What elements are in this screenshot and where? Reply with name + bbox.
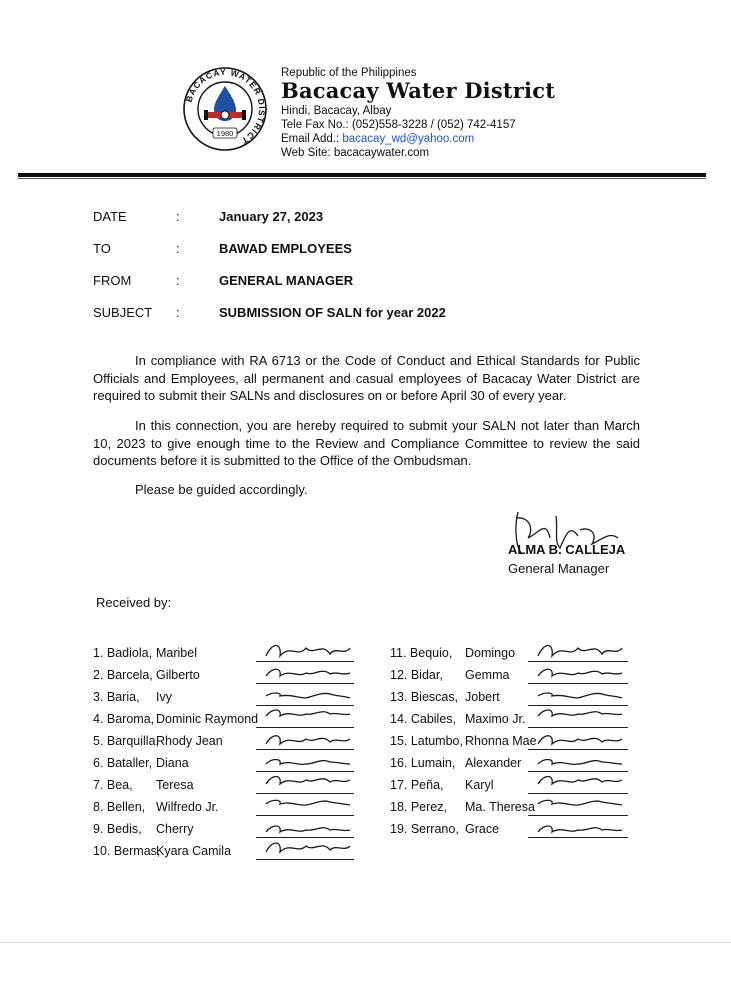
letterhead-telefax: Tele Fax No.: (052)558-3228 / (052) 742-4157	[281, 119, 516, 131]
memo-from-label: FROM	[93, 273, 132, 288]
recipient-surname: 18. Perez,	[390, 800, 447, 814]
recipient-first-name: Dominic Raymond	[156, 712, 259, 726]
letterhead-website: Web Site: bacacaywater.com	[281, 147, 430, 159]
memo-colon: :	[176, 273, 180, 288]
recipient-surname: 19. Serrano,	[390, 822, 459, 836]
recipient-surname: 12. Bidar,	[390, 668, 443, 682]
recipient-signature	[532, 814, 632, 840]
recipient-surname: 17. Peña,	[390, 778, 444, 792]
memo-colon: :	[176, 209, 180, 224]
recipient-first-name: Gemma	[465, 668, 510, 682]
recipient-surname: 14. Cabiles,	[390, 712, 457, 726]
recipient-first-name: Ivy	[156, 690, 172, 704]
recipient-first-name: Kyara Camila	[156, 844, 232, 858]
memo-date: January 27, 2023	[219, 209, 324, 224]
recipient-signature	[260, 836, 360, 862]
letterhead-country: Republic of the Philippines	[281, 67, 417, 79]
district-logo	[182, 66, 268, 152]
recipient-first-name: Wilfredo Jr.	[156, 800, 219, 814]
logo-ring-text: BACACAY WATER DISTRICT	[183, 66, 268, 147]
memo-to-label: TO	[93, 241, 111, 256]
recipient-first-name: Diana	[156, 756, 189, 770]
recipient-surname: 6. Bataller,	[93, 756, 153, 770]
recipient-first-name: Ma. Theresa	[465, 800, 535, 814]
recipient-first-name: Maximo Jr.	[465, 712, 526, 726]
recipient-surname: 2. Barcela,	[93, 668, 153, 682]
memo-to: BAWAD EMPLOYEES	[219, 241, 352, 256]
recipient-surname: 5. Barquilla,	[93, 734, 160, 748]
letterhead-address: Hindi, Bacacay, Albay	[281, 105, 392, 117]
memo-subject-label: SUBJECT	[93, 305, 153, 320]
recipient-surname: 9. Bedis,	[93, 822, 142, 836]
recipient-first-name: Rhody Jean	[156, 734, 223, 748]
recipient-surname: 4. Baroma,	[93, 712, 155, 726]
memo-date-label: DATE	[93, 209, 127, 224]
signatory-title: General Manager	[508, 561, 610, 576]
recipient-first-name: Karyl	[465, 778, 494, 792]
recipient-surname: 7. Bea,	[93, 778, 133, 792]
recipient-surname: 10. Bermas,	[93, 844, 161, 858]
header-divider	[18, 173, 706, 177]
signatory-name: ALMA B. CALLEJA	[508, 542, 626, 557]
email-link[interactable]: bacacay_wd@yahoo.com	[342, 133, 475, 145]
recipient-surname: 8. Bellen,	[93, 800, 146, 814]
recipient-first-name: Jobert	[465, 690, 500, 704]
recipient-first-name: Domingo	[465, 646, 516, 660]
recipient-first-name: Alexander	[465, 756, 522, 770]
recipient-surname: 15. Latumbo,	[390, 734, 463, 748]
memo-colon: :	[176, 241, 180, 256]
email-label: Email Add.:	[281, 133, 343, 145]
closing-line: Please be guided accordingly.	[135, 482, 308, 497]
recipient-surname: 13. Biescas,	[390, 690, 459, 704]
memo-subject: SUBMISSION OF SALN for year 2022	[219, 305, 446, 320]
body-paragraph-2: In this connection, you are hereby required to submit your SALN not later than March 10, 2023 to give enough time to the Review and Compliance Committee to review the said documents before it is submitted to the Office of the Ombudsman.	[93, 418, 640, 468]
memo-colon: :	[176, 305, 180, 320]
page-bottom-edge	[0, 942, 731, 943]
recipient-surname: 3. Baria,	[93, 690, 140, 704]
recipient-first-name: Maribel	[156, 646, 197, 660]
recipient-first-name: Cherry	[156, 822, 194, 836]
received-by-label: Received by:	[96, 595, 172, 610]
body-paragraph-1: In compliance with RA 6713 or the Code of Conduct and Ethical Standards for Public Officials and Employees, all permanent and casual employees of Bacacay Water District are required to submit their SALNs and disclosures on or before April 30 of every year.	[93, 353, 640, 403]
memo-from: GENERAL MANAGER	[219, 273, 354, 288]
recipient-surname: 1. Badiola,	[93, 646, 153, 660]
letterhead-district-name: Bacacay Water District	[281, 78, 556, 103]
recipient-first-name: Gilberto	[156, 668, 200, 682]
header-divider-thin	[18, 178, 706, 179]
recipient-first-name: Teresa	[156, 778, 194, 792]
recipient-surname: 11. Bequio,	[390, 646, 453, 660]
letterhead-email-line	[281, 132, 474, 146]
logo-year: 1980	[216, 129, 234, 138]
recipient-first-name: Rhonna Mae	[465, 734, 537, 748]
recipient-surname: 16. Lumain,	[390, 756, 456, 770]
recipient-first-name: Grace	[465, 822, 500, 836]
